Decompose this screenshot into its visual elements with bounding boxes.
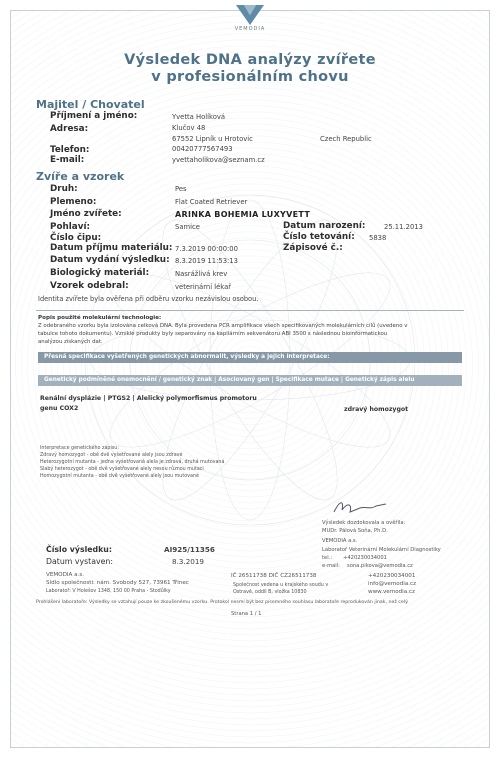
interpretation-heading: Interpretace genetického zápisu: (40, 446, 119, 451)
signature-name: MUDr. Pálová Soňa, Ph.D. (322, 528, 388, 534)
result-gene: genu COX2 (40, 405, 79, 412)
tattoo-number: 5838 (369, 234, 387, 242)
footer-register-2: Ostravě, oddíl B, vložka 10830 (233, 590, 307, 595)
material-label: Biologický materiál: (50, 268, 150, 278)
owner-heading: Majitel / Chovatel (36, 98, 145, 111)
result-number: AI925/11356 (164, 545, 215, 554)
issued-footer-date: 8.3.2019 (172, 557, 205, 566)
signature-company: VEMODIA a.s. (322, 538, 358, 544)
technology-text-2: tabulce tohoto dokumentu). Vzniklé produkty byly separovány na kapilárním sekvenátoru ABI 3500 s následnou bioinformatickou (38, 331, 388, 337)
received-date: 7.3.2019 00:00:00 (175, 245, 238, 253)
animal-heading: Zvíře a vzorek (36, 170, 125, 183)
footer-company: VEMODIA a.s. (46, 572, 85, 578)
technology-text-1: Z odebraného vzorku byla izolována celková DNA. Byla provedena PCR amplifikace všech specifikovaných molekulárních cílů (uvedeno v (38, 323, 408, 329)
footer-web: www.vemodia.cz (368, 589, 415, 595)
sex-label: Pohlaví: (50, 222, 90, 232)
footer-email: info@vemodia.cz (368, 581, 417, 587)
breed: Flat Coated Retriever (175, 198, 248, 206)
issued-date: 8.3.2019 11:53:13 (175, 257, 238, 265)
owner-country: Czech Republic (320, 135, 372, 143)
owner-phone-label: Telefon: (50, 145, 90, 155)
result-disease: Renální dysplázie | PTGS2 | Alelický polymorfismus promotoru (40, 395, 257, 402)
footer-seat: Sídlo společnosti: nám. Svobody 527, 73961 Třinec (46, 580, 189, 586)
column-header-bar: Genetický podmíněné onemocnění / genetický znak | Asociovaný gen | Specifikace mutace | Genetický zápis alelu (38, 375, 462, 386)
issued-footer-label: Datum vystaven: (46, 557, 113, 566)
result-status: zdravý homozygot (344, 406, 409, 413)
animal-name: ARINKA BOHEMIA LUXYVETT (175, 210, 311, 219)
studbook-label: Zápisové č.: (283, 243, 343, 253)
footer-ic-dic: IČ 26511738 DIČ CZ26511738 (231, 573, 317, 579)
specification-bar: Přesná specifikace vyšetřených genetických abnormalit, výsledky a jejich interpretace: (38, 352, 462, 363)
page-number: Strana 1 / 1 (231, 611, 262, 617)
received-label: Datum příjmu materiálu: (50, 243, 173, 253)
signature-email-label: e-mail: (322, 563, 340, 569)
species: Pes (175, 185, 187, 193)
footer-phone: +420230034001 (368, 573, 416, 579)
technology-text-3: analýzou získaných dat. (38, 339, 103, 345)
signature-by: Výsledek dozdokovala a ověřila: (322, 520, 406, 526)
logo-text: VEMODIA (234, 26, 266, 32)
owner-address-label: Adresa: (50, 124, 89, 134)
footer-lab-address: Laboratoř: V Holešov 1348, 150 00 Praha - Stodůlky (46, 589, 171, 594)
page-title-line2: v profesionálním chovu (151, 69, 349, 85)
footer-register-1: Společnost vedena u krajského soudu v (233, 583, 329, 588)
owner-name: Yvetta Holíková (172, 113, 226, 121)
signature-tel: +420230034001 (343, 555, 387, 561)
footer-disclaimer: Prohlášení laboratoře: Výsledky se vztahují pouze ke zkoušenému vzorku. Protokol nesmí být bez písemného souhlasu laboratoře reprodukován jinak, než celý. (36, 600, 409, 605)
birth-date: 25.11.2013 (384, 223, 423, 231)
material: Nasrážlivá krev (175, 270, 228, 278)
owner-name-label: Příjmení a jméno: (50, 111, 138, 121)
signature-email: sona.pikova@vemodia.cz (347, 563, 413, 569)
owner-email-label: E-mail: (50, 155, 85, 165)
technology-heading: Popis použité molekulární technologie: (38, 315, 162, 321)
owner-city: 67552 Lipník u Hrotovic (172, 135, 253, 143)
collector-label: Vzorek odebral: (50, 281, 129, 291)
signature-lab: Laboratoř Veterinární Molekulární Diagnostiky (322, 547, 441, 553)
owner-email: yvettaholikova@seznam.cz (172, 156, 265, 164)
result-number-label: Číslo výsledku: (46, 545, 112, 554)
interpretation-line: Zdravý homozygot - obě dvě vyšetřované alely jsou zdravé (40, 453, 183, 458)
breed-label: Plemeno: (50, 197, 97, 207)
divider (36, 310, 464, 311)
owner-phone: 00420777567493 (172, 145, 233, 153)
vemodia-logo-icon (232, 3, 268, 27)
issued-label: Datum vydání výsledku: (50, 255, 170, 265)
interpretation-line: Slabý heterozygot - obě dvě vyšetřované alely nesou různou mutaci (40, 467, 204, 472)
birth-label: Datum narození: (283, 221, 366, 231)
sex: Samice (175, 223, 200, 231)
page-title-line1: Výsledek DNA analýzy zvířete (124, 52, 376, 68)
species-label: Druh: (50, 184, 78, 194)
interpretation-line: Heterozygotní mutanta - jedna vyšetřovaná alela je zdravá, druhá mutovaná (40, 460, 225, 465)
owner-street: Klučov 48 (172, 124, 206, 132)
signature-tel-label: tel.: (322, 555, 333, 561)
interpretation-line: Homozygotní mutanta - obě dvě vyšetřované alely jsou mutované (40, 474, 199, 479)
collector: veterinární lékař (175, 283, 232, 291)
animal-name-label: Jméno zvířete: (50, 209, 122, 219)
identity-note: Identita zvířete byla ověřena při odběru vzorku nezávislou osobou. (38, 295, 259, 303)
tattoo-label: Číslo tetování: (283, 232, 355, 242)
signature-image (330, 496, 390, 520)
chip-label: Číslo čipu: (50, 233, 102, 243)
